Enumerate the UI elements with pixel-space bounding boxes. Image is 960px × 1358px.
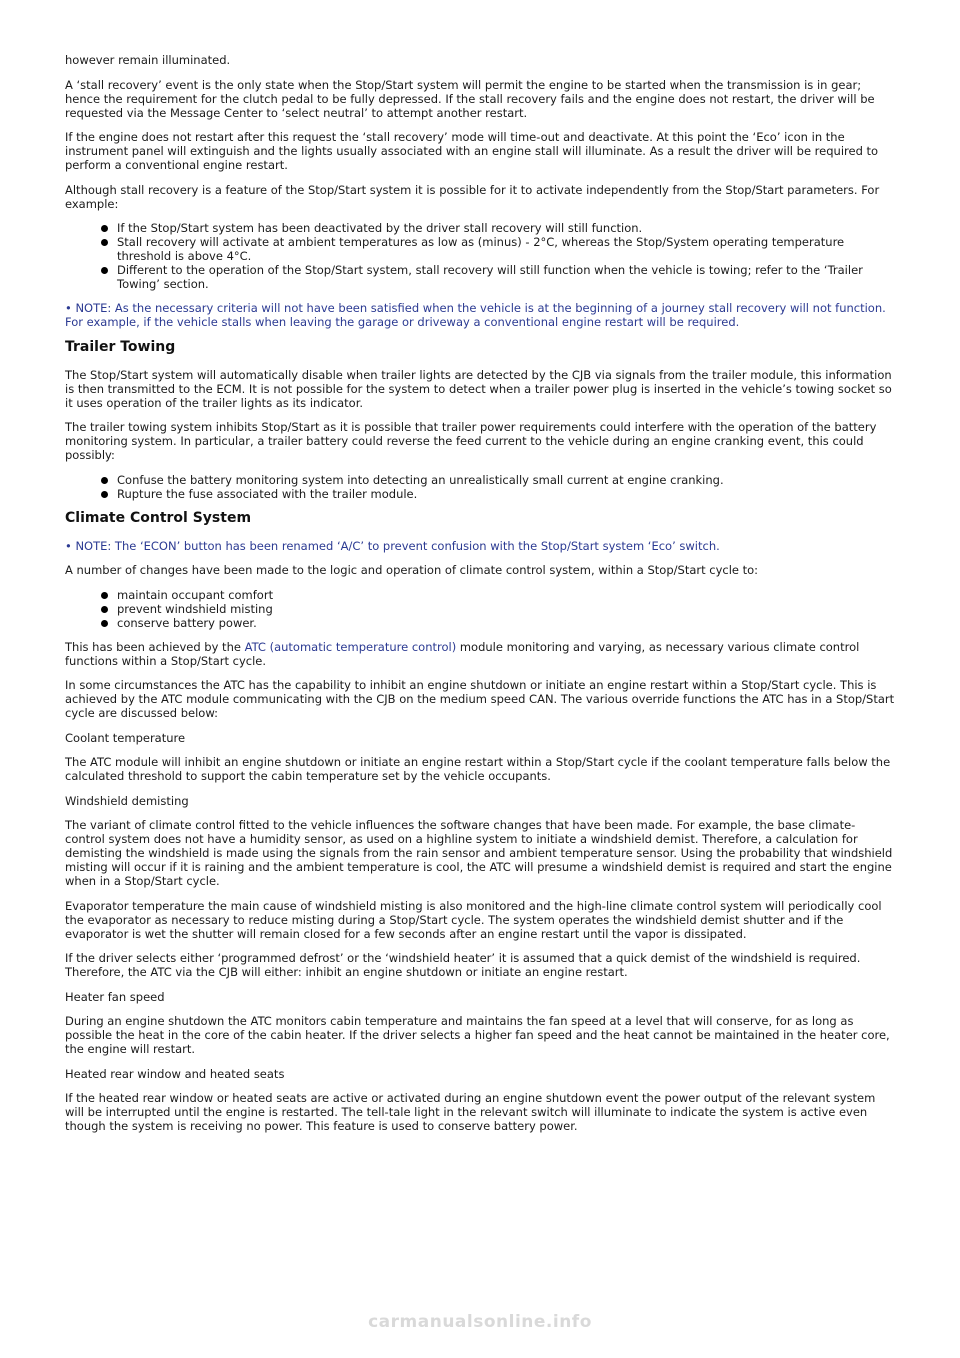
paragraph: The variant of climate control fitted to the vehicle influences the software changes that have been made. For example, the base climate-control system does not have a humidity sensor, as used on a highline system to initiate a windshield demist. Therefore, a calculation for demisting the windshield is made using the signals from the rain sensor and ambient temperature sensor. Using the probability that windshield misting will occur if it is raining and the ambient temperature is cool, the ATC will presume a windshield demist is required and start the engine when in a Stop/Start cycle. [65,818,893,888]
heading-trailer-towing: Trailer Towing [65,338,176,355]
note-econ-button: • NOTE: The ‘ECON’ button has been renamed ‘A/C’ to prevent confusion with the Stop/Start system ‘Eco’ switch. [65,538,720,553]
paragraph: A ‘stall recovery’ event is the only state when the Stop/Start system will permit the engine to be started when the transmission is in gear; hence the requirement for the clutch pedal to be fully depressed. If the stall recovery fails and the engine does not restart, the driver will be requested via the Message Center to ‘select neutral’ to attempt another restart. [65,77,875,120]
paragraph: The ATC module will inhibit an engine shutdown or initiate an engine restart within a Stop/Start cycle if the coolant temperature falls below the calculated threshold to support the cabin temperature set by the vehicle occupants. [65,755,891,783]
stall-recovery-list [65,221,895,291]
paragraph: If the engine does not restart after this request the ‘stall recovery’ mode will time-out and deactivate. At this point the ‘Eco’ icon in the instrument panel will extinguish and the lights usually associated with an engine stall will illuminate. As a result the driver will be required to perform a conventional engine restart. [65,130,879,172]
text: module monitoring and varying, as necessary various climate control functions within a Stop/Start cycle. [65,639,860,668]
paragraph: however remain illuminated. [65,53,231,67]
paragraph: During an engine shutdown the ATC monitors cabin temperature and maintains the fan speed at a level that will conserve, for as long as possible the heat in the core of the cabin heater. If the driver selects a higher fan speed and the heat cannot be maintained in the heater core, the engine will restart. [65,1014,890,1056]
subheading-heated-window-seats: Heated rear window and heated seats [65,1066,285,1081]
list-item: If the Stop/Start system has been deactivated by the driver stall recovery will still function. [117,221,895,235]
subheading-fan-speed: Heater fan speed [65,989,165,1004]
heading-climate-control: Climate Control System [65,509,252,526]
text: This has been achieved by the [65,639,245,654]
paragraph: A number of changes have been made to the logic and operation of climate control system, within a Stop/Start cycle to: [65,563,759,577]
subheading-demisting: Windshield demisting [65,793,189,808]
note-stall-recovery: • NOTE: As the necessary criteria will not have been satisfied when the vehicle is at the beginning of a journey stall recovery will not function. For example, if the vehicle stalls when leaving the garage or driveway a conventional engine restart will be required. [65,301,886,329]
list-item: Stall recovery will activate at ambient temperatures as low as (minus) - 2°C, whereas the Stop/System operating temperature threshold is above 4°C. [117,235,895,263]
paragraph-atc [65,640,895,668]
climate-list [65,588,895,630]
subheading-coolant: Coolant temperature [65,730,186,745]
paragraph: Although stall recovery is a feature of the Stop/Start system it is possible for it to activate independently from the Stop/Start parameters. For example: [65,182,880,211]
list-item: maintain occupant comfort [117,588,895,602]
paragraph: In some circumstances the ATC has the capability to inhibit an engine shutdown or initiate an engine restart within a Stop/Start cycle. This is achieved by the ATC module communicating with the CJB on the medium speed CAN. The various override functions the ATC has in a Stop/Start cycle are discussed below: [65,678,895,720]
list-item: prevent windshield misting [117,602,895,616]
list-item: Rupture the fuse associated with the trailer module. [117,487,895,501]
paragraph: Evaporator temperature the main cause of windshield misting is also monitored and the high-line climate control system will periodically cool the evaporator as necessary to reduce misting during a Stop/Start cycle. The system operates the windshield demist shutter and if the evaporator is wet the shutter will remain closed for a few seconds after an engine restart until the vapor is dissipated. [65,898,882,941]
paragraph: The trailer towing system inhibits Stop/Start as it is possible that trailer power requirements could interfere with the operation of the battery monitoring system. In particular, a trailer battery could reverse the feed current to the vehicle during an engine cranking event, this could possibly: [65,420,877,462]
paragraph: If the driver selects either ‘programmed defrost’ or the ‘windshield heater’ it is assumed that a quick demist of the windshield is required. Therefore, the ATC via the CJB will either: inhibit an engine shutdown or initiate an engine restart. [65,951,861,979]
paragraph: If the heated rear window or heated seats are active or activated during an engine shutdown event the power output of the relevant system will be interrupted until the engine is restarted. The tell-tale light in the relevant switch will illuminate to indicate the system is active even though the system is receiving no power. This feature is used to conserve battery power. [65,1091,876,1133]
list-item: Confuse the battery monitoring system into detecting an unrealistically small current at engine cranking. [117,473,895,487]
paragraph: The Stop/Start system will automatically disable when trailer lights are detected by the CJB via signals from the trailer module, this information is then transmitted to the ECM. It is not possible for the system to detect when a trailer power plug is inserted in the vehicle’s towing socket so it uses operation of the trailer lights as its indicator. [65,367,892,410]
watermark: carmanualsonline.info [368,1312,592,1332]
battery-list [65,473,895,501]
document-page [65,53,895,1144]
atc-link[interactable]: ATC (automatic temperature control) [244,639,457,654]
list-item: Different to the operation of the Stop/Start system, stall recovery will still function when the vehicle is towing; refer to the ‘Trailer Towing’ section. [117,263,895,291]
list-item: conserve battery power. [117,616,895,630]
